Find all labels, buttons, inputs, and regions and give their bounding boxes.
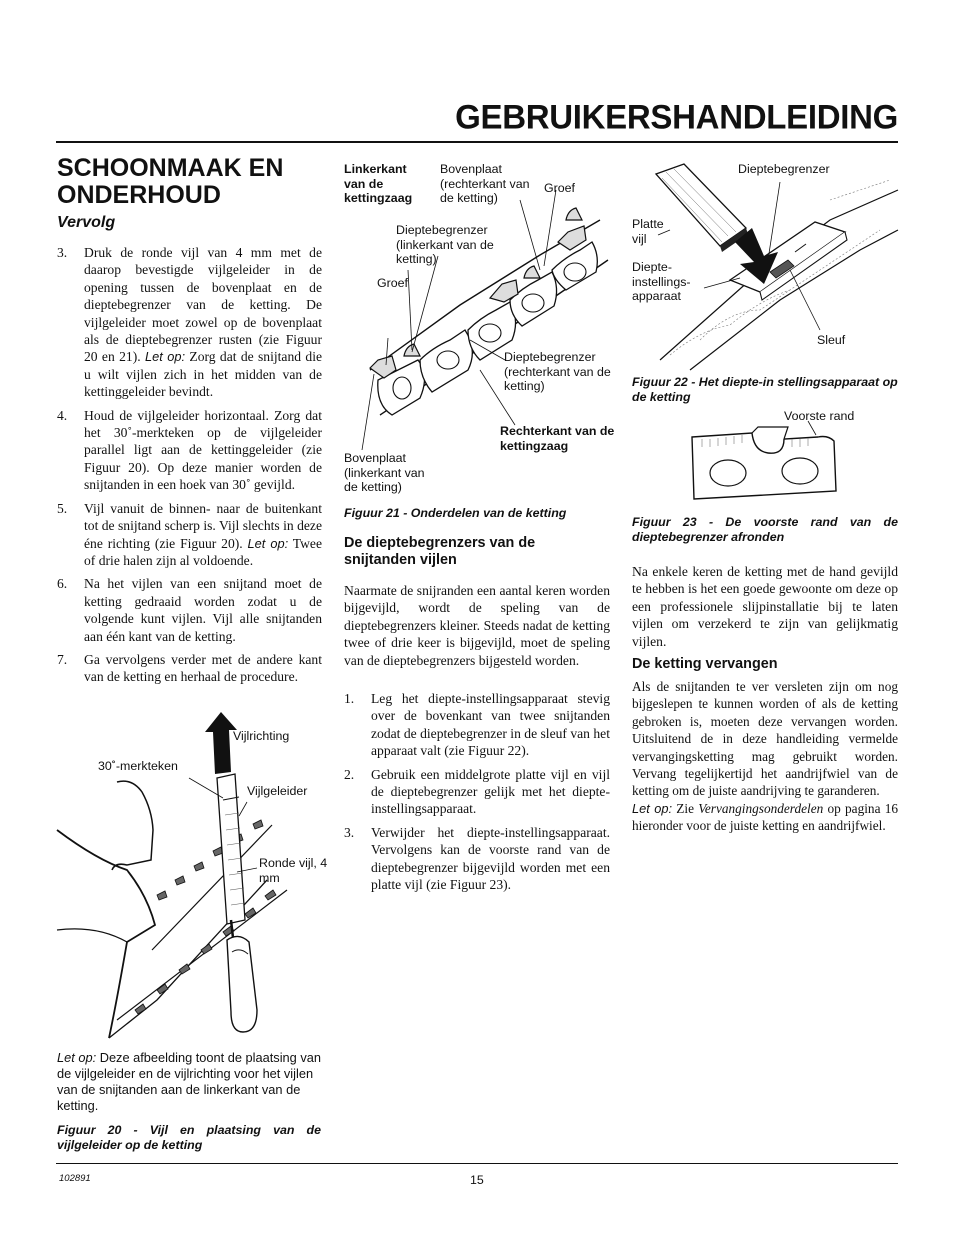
step-number: 2. <box>344 766 355 782</box>
steps-list-depth <box>344 690 610 899</box>
page-title: GEBRUIKERSHANDLEIDING <box>455 97 898 136</box>
step-text: Houd de vijlgeleider horizontaal. Zorg dat het 30˚-merkteken op de vijlgeleider parallel ligt aan de kettinggeleider (zie Figuur 20). Op deze manier worden de snijtanden in een hoek van 30˚ gevijld. <box>84 407 322 493</box>
step-item <box>57 651 322 686</box>
fig22-label-gauge: Diepte-instellings-apparaat <box>632 260 691 304</box>
fig21-caption: Figuur 21 - Onderdelen van de ketting <box>344 506 567 520</box>
fig22-label-flat-file: Platte vijl <box>632 217 664 246</box>
step-item <box>344 824 610 894</box>
fig20-label-direction: Vijlrichting <box>233 729 290 743</box>
step-item <box>57 575 322 645</box>
step-note-label: Let op: <box>247 535 289 551</box>
step-text: Verwijder het diepte-instellingsapparaat. Vervolgens kan de voorste rand van de dieptebegrenzer bijgevijld worden met een platte vijl (zie Figuur 23). <box>371 824 610 893</box>
step-text: Gebruik een middelgrote platte vijl en vijl de dieptebegrenzer gelijk met het diepte-instellingsapparaat. <box>371 766 610 817</box>
replace-chain-note-letop: Let op: <box>632 801 673 816</box>
figure-23-illustration <box>688 425 848 505</box>
replace-chain-note-a: Zie <box>672 801 699 816</box>
replace-chain-paragraph: Als de snijtanden te ver versleten zijn om nog bijgeslepen te kunnen worden of als de ketting gebroken is, moeten deze vervangen worden. Uitsluitend de in deze handleiding vermelde vervangingsketting mag gebruikt worden. Vervang tegelijkertijd het aandrijfwiel van de ketting om de juiste aandrijving te garanderen. <box>632 679 898 799</box>
fig22-label-depth: Dieptebegrenzer <box>738 162 830 176</box>
step-note-label: Let op: <box>144 349 186 365</box>
fig20-caption: Figuur 20 - Vijl en plaatsing van de vijlgeleider op de ketting <box>57 1123 321 1152</box>
step-text: Druk de ronde vijl van 4 mm met de daarop bevestigde vijlgeleider in de opening tussen de bovenplaat en de dieptebegrenzer van de ketting. De vijlgeleider moet zowel op de bovenplaat als de dieptebegrenzer rusten (zie Figuur 20 en 21). <box>84 245 322 365</box>
fig20-label-guide: Vijlgeleider <box>247 784 308 798</box>
section-subtitle: Vervolg <box>57 214 116 231</box>
step-number: 6. <box>57 576 68 592</box>
replace-chain-note-b: op pagina 16 hieronder voor de juiste ketting en aandrijfwiel. <box>632 801 898 834</box>
step-number: 7. <box>57 651 68 667</box>
fig20-note-letop: Let op: <box>57 1050 97 1065</box>
fig21-label-groove-left: Groef <box>377 276 408 290</box>
professional-sharpening-paragraph: Na enkele keren de ketting met de hand gevijld te hebben is het een goede gewoonte om deze op een professionele slijpinstallatie bij te laten vijlen om verzekerd te zijn van gelijkmatig vijlen. <box>632 564 898 649</box>
step-number: 3. <box>57 245 68 260</box>
footer-rule <box>56 1163 898 1164</box>
fig20-note-text: Deze afbeelding toont de plaatsing van de vijlgeleider en de vijlrichting voor het vijlen van de snijtanden aan de linkerkant van de ketting. <box>57 1050 321 1113</box>
fig21-label-top-plate-right: Bovenplaat (rechterkant van de ketting) <box>440 162 530 206</box>
fig21-label-top-plate-left: Bovenplaat (linkerkant van de ketting) <box>344 451 425 495</box>
document-number: 102891 <box>59 1173 91 1184</box>
step-text: Ga vervolgens verder met de andere kant van de ketting en herhaal de procedure. <box>84 651 322 685</box>
page-number: 15 <box>470 1173 484 1187</box>
step-item <box>57 407 322 494</box>
step-note-text: Zorg dat de snijtand die u wilt vijlen zich in het midden van de kettinggeleider bevindt. <box>84 349 323 400</box>
step-number: 5. <box>57 500 68 516</box>
fig22-caption: Figuur 22 - Het diepte-in stellingsapparaat op de ketting <box>632 375 898 404</box>
step-item <box>57 244 322 401</box>
step-item <box>344 766 610 818</box>
replace-chain-note <box>632 800 898 835</box>
replacement-parts-link[interactable]: Vervangingsonderdelen <box>698 801 824 816</box>
step-text: Vijl vanuit de binnen- naar de buitenkant tot de snijtand scherp is. Vijl slechts in deze éne richting (zie Figuur 20). <box>84 500 322 551</box>
fig21-label-groove-top: Groef <box>544 181 575 195</box>
step-text: Leg het diepte-instellingsapparaat stevig over de bovenkant van twee snijtanden zodat de dieptebegrenzer in de sleuf van het apparaat valt (zie Figuur 22). <box>371 691 610 759</box>
step-text: Na het vijlen van een snijtand moet de ketting gedraaid worden zodat u de volgende kunt vijlen. Vijl alle snijtanden aan één kant van de ketting. <box>84 576 322 644</box>
step-number: 1. <box>344 691 355 706</box>
step-item <box>57 500 322 570</box>
steps-list-filing <box>57 244 322 692</box>
fig20-label-file: Ronde vijl, 4 mm <box>259 856 328 885</box>
step-number: 3. <box>344 824 355 840</box>
depth-gauge-heading: De dieptebegrenzers van de snijtanden vijlen <box>344 535 536 568</box>
section-title: SCHOONMAAK EN ONDERHOUD <box>57 154 284 209</box>
header-rule <box>56 141 898 143</box>
fig20-label-mark: 30˚-merkteken <box>98 759 178 773</box>
step-note-text: Twee of drie halen zijn al voldoende. <box>84 535 322 568</box>
step-item <box>344 690 610 760</box>
fig21-label-left-side: Linkerkant van de kettingzaag <box>344 162 413 206</box>
fig23-label-front-edge: Voorste rand <box>784 409 855 423</box>
fig22-label-slot: Sleuf <box>817 333 846 347</box>
fig21-label-right-side: Rechterkant van de kettingzaag <box>500 424 615 453</box>
fig23-caption: Figuur 23 - De voorste rand van de dieptebegrenzer afronden <box>632 515 898 544</box>
replace-chain-heading: De ketting vervangen <box>632 656 778 672</box>
depth-gauge-intro: Naarmate de snijranden een aantal keren worden bijgevijld, wordt de speling van de dieptebegrenzers kleiner. Steeds nadat de ketting twee of drie keer is bijgevijld, moet de speling van de dieptebegrenzers bijgesteld worden. <box>344 583 610 668</box>
step-number: 4. <box>57 407 68 423</box>
fig20-note <box>57 1050 322 1114</box>
fig21-label-depth-left: Dieptebegrenzer (linkerkant van de ketting) <box>396 223 494 267</box>
fig21-label-depth-right: Dieptebegrenzer (rechterkant van de ketting) <box>504 350 611 394</box>
